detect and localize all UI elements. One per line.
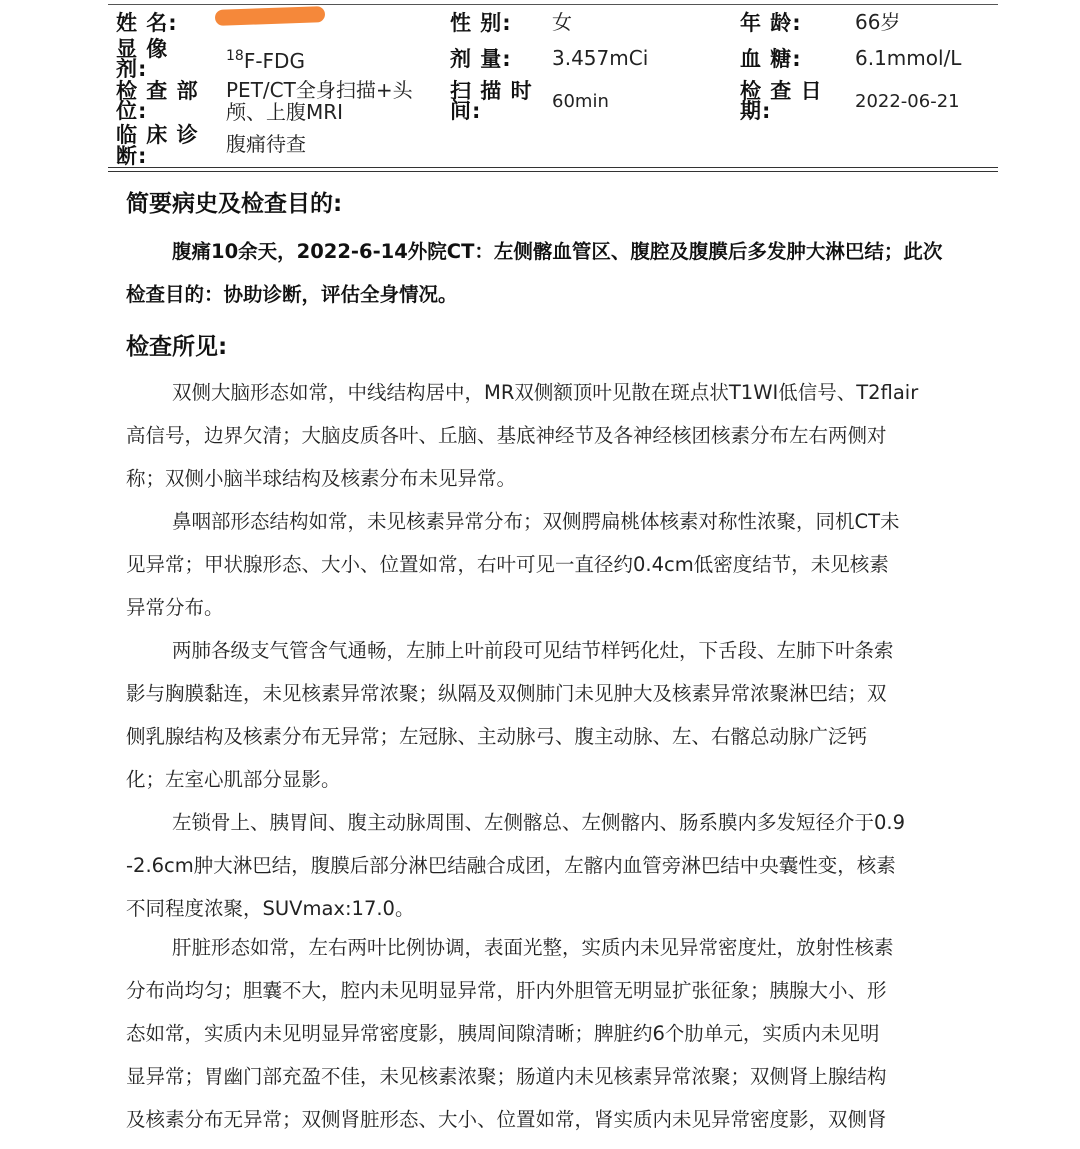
findings-paragraph-head-neck: [126, 500, 984, 629]
exam-date-value: 2022-06-21: [855, 91, 960, 112]
text-line: 侧乳腺结构及核素分布无异常；左冠脉、主动脉弓、腹主动脉、左、右髂总动脉广泛钙: [126, 725, 868, 748]
header-divider-top: [108, 167, 998, 168]
text-line: 肝脏形态如常，左右两叶比例协调，表面光整，实质内未见异常密度灶，放射性核素: [172, 936, 894, 959]
text-line: 态如常，实质内未见明显异常密度影，胰周间隙清晰；脾脏约6个肋单元，实质内未见明: [126, 1022, 880, 1045]
findings-paragraph-lymph: [126, 801, 984, 930]
exam-date-label-line1: 检 查 日: [740, 79, 823, 103]
glucose-label: 血 糖:: [740, 47, 802, 71]
agent-compound: F-FDG: [243, 49, 305, 73]
findings-paragraph-chest: [126, 629, 984, 801]
scan-time-label-line2: 间:: [450, 99, 482, 123]
text-line: 高信号，边界欠清；大脑皮质各叶、丘脑、基底神经节及各神经核团核素分布左右两侧对: [126, 424, 887, 447]
text-line: 双侧大脑形态如常，中线结构居中，MR双侧额顶叶见散在斑点状T1WI低信号、T2flair: [172, 381, 919, 404]
diagnosis-value: 腹痛待查: [226, 132, 306, 156]
agent-label-line2: 剂:: [116, 57, 148, 81]
history-line-2: 检查目的：协助诊断，评估全身情况。: [126, 283, 458, 306]
diagnosis-label-line1: 临 床 诊: [116, 123, 199, 147]
gender-label: 性 别:: [450, 11, 512, 35]
findings-title: 检查所见:: [126, 334, 228, 360]
text-line: 鼻咽部形态结构如常，未见核素异常分布；双侧腭扁桃体核素对称性浓聚，同机CT未: [172, 510, 900, 533]
findings-paragraph-brain: [126, 371, 984, 500]
history-text: [126, 230, 986, 316]
scan-time-value: 60min: [552, 91, 609, 112]
agent-value: [226, 44, 305, 73]
site-value-line2: 颅、上腹MRI: [226, 100, 344, 124]
header-divider-bottom: [108, 171, 998, 172]
site-value-line1: PET/CT全身扫描+头: [226, 78, 413, 102]
text-line: 影与胸膜黏连，未见核素异常浓聚；纵隔及双侧肺门未见肿大及核素异常浓聚淋巴结；双: [126, 682, 887, 705]
top-rule: [108, 4, 998, 5]
text-line: -2.6cm肿大淋巴结，腹膜后部分淋巴结融合成团，左髂内血管旁淋巴结中央囊性变，核素: [126, 854, 896, 877]
text-line: 异常分布。: [126, 596, 224, 619]
name-label: 姓 名:: [116, 11, 178, 35]
glucose-value: 6.1mmol/L: [855, 46, 962, 70]
text-line: 及核素分布无异常；双侧肾脏形态、大小、位置如常，肾实质内未见异常密度影，双侧肾: [126, 1108, 887, 1131]
gender-value: 女: [552, 10, 572, 34]
age-value: 66岁: [855, 10, 901, 34]
exam-date-label-line2: 期:: [740, 99, 772, 123]
text-line: 显异常；胃幽门部充盈不佳，未见核素浓聚；肠道内未见核素异常浓聚；双侧肾上腺结构: [126, 1065, 887, 1088]
text-line: 称；双侧小脑半球结构及核素分布未见异常。: [126, 467, 517, 490]
age-label: 年 龄:: [740, 11, 802, 35]
redacted-name: [215, 6, 325, 26]
site-label-line1: 检 查 部: [116, 79, 199, 103]
agent-isotope-sup: 18: [226, 48, 244, 64]
text-line: 不同程度浓聚，SUVmax:17.0。: [126, 897, 415, 920]
agent-label-line1: 显 像: [116, 37, 169, 61]
findings-paragraph-abdomen: [126, 926, 984, 1141]
text-line: 分布尚均匀；胆囊不大，腔内未见明显异常，肝内外胆管无明显扩张征象；胰腺大小、形: [126, 979, 887, 1002]
text-line: 见异常；甲状腺形态、大小、位置如常，右叶可见一直径约0.4cm低密度结节，未见核素: [126, 553, 889, 576]
text-line: 两肺各级支气管含气通畅，左肺上叶前段可见结节样钙化灶，下舌段、左肺下叶条索: [172, 639, 894, 662]
diagnosis-label-line2: 断:: [116, 144, 148, 168]
text-line: 左锁骨上、胰胃间、腹主动脉周围、左侧髂总、左侧髂内、肠系膜内多发短径介于0.9: [172, 811, 906, 834]
dose-label: 剂 量:: [450, 47, 512, 71]
history-line-1: 腹痛10余天，2022-6-14外院CT：左侧髂血管区、腹腔及腹膜后多发肿大淋巴结；此次: [172, 240, 943, 263]
history-title: 简要病史及检查目的:: [126, 191, 343, 217]
text-line: 化；左室心肌部分显影。: [126, 768, 341, 791]
scan-time-label-line1: 扫 描 时: [450, 79, 533, 103]
dose-value: 3.457mCi: [552, 46, 649, 70]
site-label-line2: 位:: [116, 99, 148, 123]
